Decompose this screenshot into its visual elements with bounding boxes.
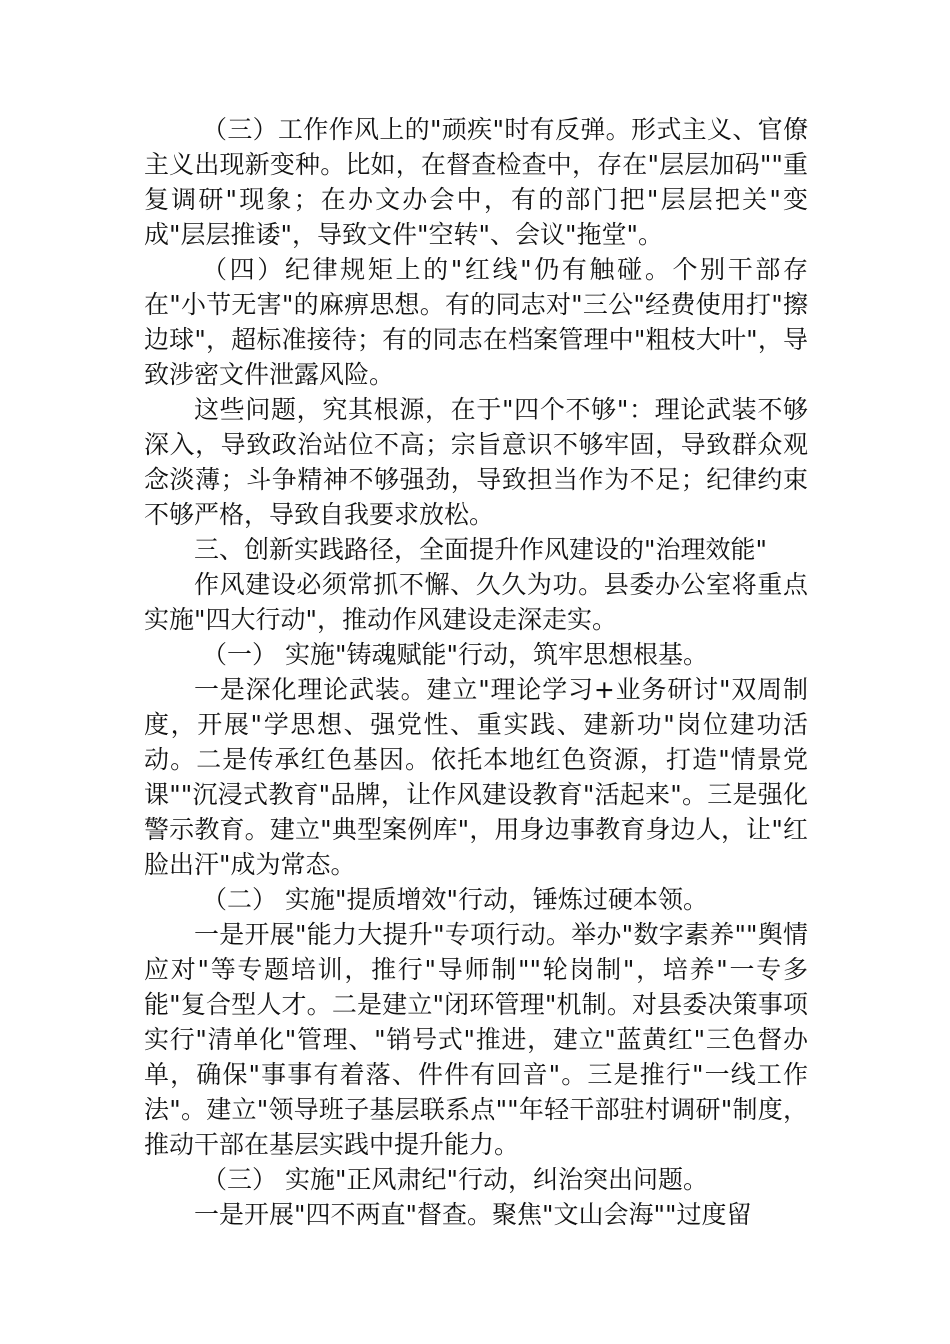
paragraph-discipline-issue: （四）纪律规矩上的"红线"仍有触碰。个别干部存在"小节无害"的麻痹思想。有的同志对"三公"经费使用打"擦边球"，超标准接待；有的同志在档案管理中"粗枝大叶"，导致涉密文件泄露风险。 [144,255,808,389]
paragraph-action-three-detail: 一是开展"四不两直"督查。聚焦"文山会海""过度留 [194,1200,752,1229]
paragraph-action-one-detail: 一是深化理论武装。建立"理论学习+业务研讨"双周制度，开展"学思想、强党性、重实践、建新功"岗位建功活动。二是传承红色基因。依托本地红色资源，打造"情景党课""沉浸式教育"品牌，让作风建设教育"活起来"。三是强化警示教育。建立"典型案例库"，用身边事教育身边人，让"红脸出汗"成为常态。 [144,675,808,879]
paragraph-section-intro: 作风建设必须常抓不懈、久久为功。县委办公室将重点实施"四大行动"，推动作风建设走深走实。 [144,570,808,634]
paragraph-action-two-detail: 一是开展"能力大提升"专项行动。举办"数字素养""舆情应对"等专题培训，推行"导师制""轮岗制"，培养"一专多能"复合型人才。二是建立"闭环管理"机制。对县委决策事项实行"清单化"管理、"销号式"推进，建立"蓝黄红"三色督办单，确保"事事有着落、件件有回音"。三是推行"一线工作法"。建立"领导班子基层联系点""年轻干部驻村调研"制度，推动干部在基层实践中提升能力。 [144,920,808,1159]
paragraph-work-style-issue: （三）工作作风上的"顽疾"时有反弹。形式主义、官僚主义出现新变种。比如，在督查检查中，存在"层层加码""重复调研"现象；在办文办会中，有的部门把"层层把关"变成"层层推诿"，导致文件"空转"、会议"拖堂"。 [144,115,808,249]
paragraph-root-causes: 这些问题，究其根源，在于"四个不够"：理论武装不够深入，导致政治站位不高；宗旨意识不够牢固，导致群众观念淡薄；斗争精神不够强劲，导致担当作为不足；纪律约束不够严格，导致自我要求放松。 [144,395,808,529]
subheading-action-two: （二） 实施"提质增效"行动，锤炼过硬本领。 [202,885,708,914]
section-heading-three: 三、创新实践路径，全面提升作风建设的"治理效能" [194,535,768,564]
subheading-action-one: （一） 实施"铸魂赋能"行动，筑牢思想根基。 [202,640,708,669]
document-body [144,112,808,1232]
subheading-action-three: （三） 实施"正风肃纪"行动，纠治突出问题。 [202,1165,708,1194]
